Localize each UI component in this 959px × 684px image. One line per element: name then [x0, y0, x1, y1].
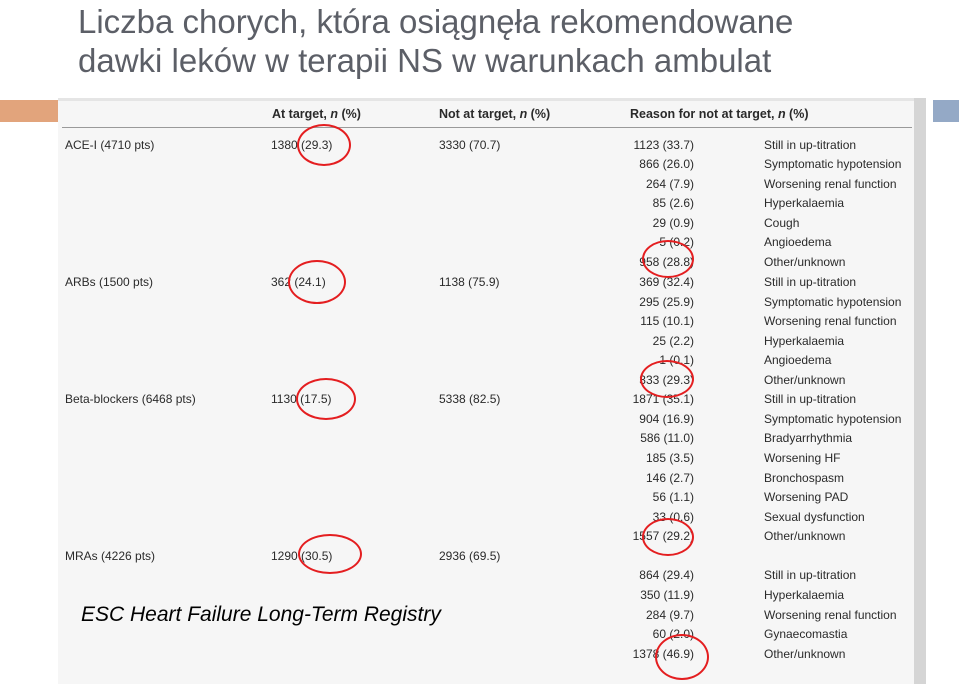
slide-title [78, 2, 948, 80]
reason-label: Sexual dysfunction [764, 510, 865, 524]
highlight-circle [642, 518, 694, 556]
reason-label: Cough [764, 216, 800, 230]
reason-count: 60 (2.0) [652, 627, 694, 641]
header-reason-pct: (%) [785, 107, 809, 121]
drug-not-at-target: 2936 (69.5) [439, 549, 501, 563]
reason-label: Other/unknown [764, 255, 846, 269]
drug-at-target: 1130 (17.5) [271, 392, 332, 406]
reason-label: Gynaecomastia [764, 627, 848, 641]
reason-count: 350 (11.9) [640, 588, 694, 602]
reason-count: 586 (11.0) [640, 431, 694, 445]
reason-count: 1 (0.1) [659, 353, 694, 367]
table-right-edge [914, 98, 926, 684]
reason-label: Angioedema [764, 353, 832, 367]
drug-at-target: 1380 (29.3) [271, 138, 333, 152]
drug-name: ARBs (1500 pts) [65, 275, 154, 289]
highlight-circle [655, 634, 709, 680]
reason-count: 185 (3.5) [645, 451, 694, 465]
reason-label: Hyperkalaemia [764, 588, 845, 602]
reason-count: 333 (29.3) [639, 373, 694, 387]
reason-count: 1557 (29.2) [632, 529, 694, 543]
reason-label: Still in up-titration [764, 392, 857, 406]
reason-count: 264 (7.9) [645, 177, 694, 191]
reason-label: Worsening PAD [764, 490, 849, 504]
highlight-circle [297, 124, 351, 166]
drug-not-at-target: 3330 (70.7) [439, 138, 501, 152]
header-at-target [272, 107, 361, 121]
drug-name: MRAs (4226 pts) [65, 549, 156, 563]
reason-count: 146 (2.7) [645, 471, 694, 485]
reason-count: 284 (9.7) [645, 608, 694, 622]
reason-label: Worsening renal function [764, 177, 897, 191]
reason-label: Other/unknown [764, 647, 846, 661]
table-top-edge [58, 98, 926, 101]
reason-count: 1871 (35.1) [632, 392, 694, 406]
reason-count: 904 (16.9) [639, 412, 694, 426]
reason-label: Worsening HF [764, 451, 841, 465]
accent-bar-left [0, 100, 58, 122]
reason-label: Hyperkalaemia [764, 334, 845, 348]
drug-at-target: 362 (24.1) [271, 275, 326, 289]
header-not-at-target-n: n [516, 107, 528, 121]
reason-label: Still in up-titration [764, 568, 857, 582]
reason-count: 369 (32.4) [639, 275, 694, 289]
reason-label: Other/unknown [764, 373, 846, 387]
reason-label: Bronchospasm [764, 471, 845, 485]
reason-label: Worsening renal function [764, 608, 897, 622]
reason-count: 56 (1.1) [652, 490, 694, 504]
highlight-circle [298, 534, 362, 574]
highlight-circle [288, 260, 346, 304]
reason-count: 115 (10.1) [640, 314, 694, 328]
reason-count: 1378 (46.9) [632, 647, 694, 661]
header-at-target-pct: (%) [337, 107, 361, 121]
header-at-target-n: n [326, 107, 338, 121]
header-reason-label: Reason for not at target, [630, 107, 775, 121]
reason-label: Symptomatic hypotension [764, 157, 902, 171]
reason-label: Worsening renal function [764, 314, 897, 328]
reason-label: Still in up-titration [764, 275, 857, 289]
reason-label: Still in up-titration [764, 138, 857, 152]
reason-count: 29 (0.9) [652, 216, 694, 230]
drug-name: Beta-blockers (6468 pts) [65, 392, 196, 406]
header-rule [62, 127, 912, 128]
reason-count: 864 (29.4) [639, 568, 694, 582]
reason-label: Angioedema [764, 235, 832, 249]
source-caption: ESC Heart Failure Long-Term Registry [81, 603, 441, 626]
reason-label: Symptomatic hypotension [764, 295, 902, 309]
drug-name: ACE-I (4710 pts) [65, 138, 155, 152]
drug-not-at-target: 5338 (82.5) [439, 392, 501, 406]
accent-bar-right [933, 100, 959, 122]
slide-title-line-2: dawki leków w terapii NS w warunkach ambulat [78, 42, 772, 79]
header-at-target-label: At target, [272, 107, 327, 121]
highlight-circle [642, 240, 694, 278]
header-not-at-target [439, 107, 550, 121]
highlight-circle [296, 378, 356, 420]
reason-count: 866 (26.0) [639, 157, 694, 171]
reason-count: 295 (25.9) [639, 295, 694, 309]
reason-count: 85 (2.6) [652, 196, 694, 210]
header-reason-n: n [774, 107, 786, 121]
reason-count: 5 (0.2) [659, 235, 694, 249]
drug-at-target: 1290 (30.5) [271, 549, 333, 563]
header-reason [630, 107, 809, 121]
reason-label: Hyperkalaemia [764, 196, 845, 210]
reason-label: Other/unknown [764, 529, 846, 543]
slide-title-line-1: Liczba chorych, która osiągnęła rekomendowane [78, 3, 794, 40]
reason-count: 958 (28.8) [639, 255, 694, 269]
registry-table [58, 98, 926, 684]
highlight-circle [640, 360, 694, 398]
drug-not-at-target: 1138 (75.9) [439, 275, 500, 289]
reason-count: 33 (0.6) [652, 510, 694, 524]
reason-count: 1123 (33.7) [633, 138, 694, 152]
reason-label: Symptomatic hypotension [764, 412, 902, 426]
header-not-at-target-pct: (%) [527, 107, 551, 121]
reason-label: Bradyarrhythmia [764, 431, 853, 445]
header-not-at-target-label: Not at target, [439, 107, 517, 121]
reason-count: 25 (2.2) [652, 334, 694, 348]
